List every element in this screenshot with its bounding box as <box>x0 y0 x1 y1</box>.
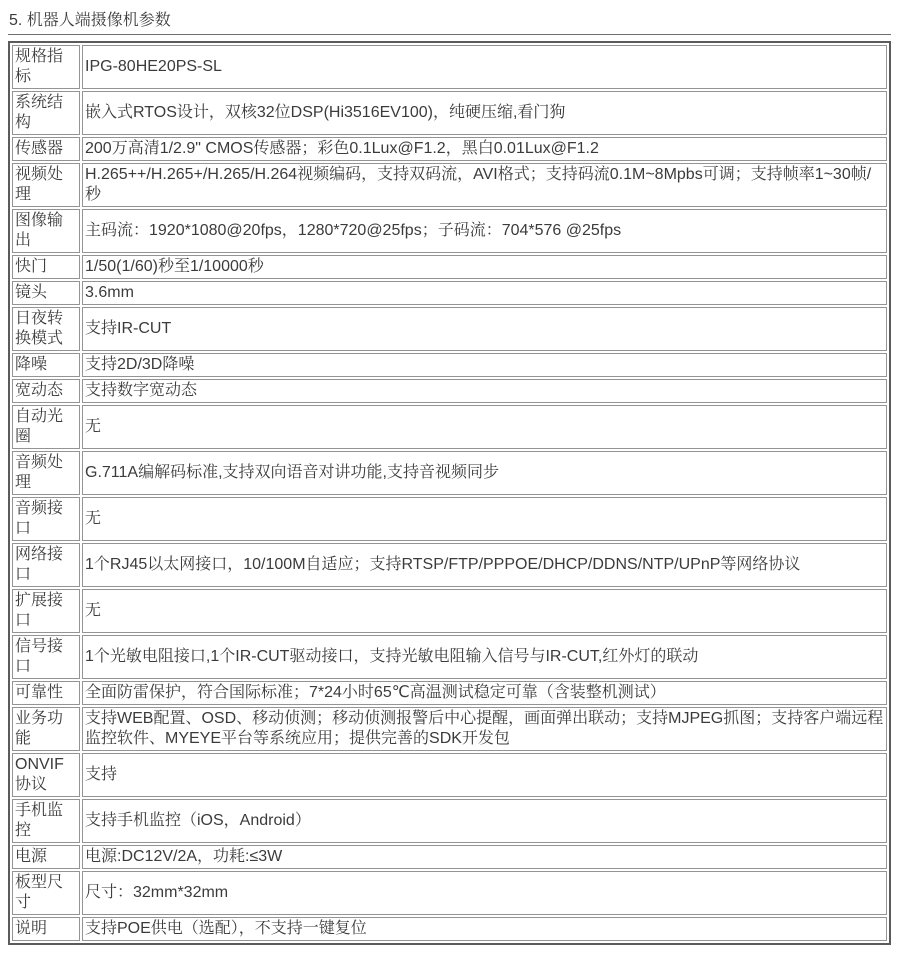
table-row <box>12 255 887 279</box>
table-row <box>12 281 887 305</box>
camera-spec-table <box>8 41 891 945</box>
spec-value-cell: 支持IR-CUT <box>82 307 887 351</box>
table-row <box>12 799 887 843</box>
spec-label-cell: 板型尺寸 <box>12 871 80 915</box>
spec-label-cell: 业务功能 <box>12 707 80 751</box>
spec-label-cell: 说明 <box>12 917 80 941</box>
spec-label-cell: 电源 <box>12 845 80 869</box>
spec-label-cell: 扩展接口 <box>12 589 80 633</box>
spec-value-cell: 支持POE供电（选配），不支持一键复位 <box>82 917 887 941</box>
spec-value-cell: 3.6mm <box>82 281 887 305</box>
spec-value-cell: 电源:DC12V/2A，功耗:≤3W <box>82 845 887 869</box>
spec-value-cell: 主码流：1920*1080@20fps，1280*720@25fps；子码流：704*576 @25fps <box>82 209 887 253</box>
spec-label-cell: 规格指标 <box>12 45 80 89</box>
spec-value-cell: 1个光敏电阻接口,1个IR-CUT驱动接口，支持光敏电阻输入信号与IR-CUT,红外灯的联动 <box>82 635 887 679</box>
spec-label-cell: 镜头 <box>12 281 80 305</box>
spec-label-cell: 音频处理 <box>12 451 80 495</box>
spec-value-cell: 无 <box>82 405 887 449</box>
spec-label-cell: 可靠性 <box>12 681 80 705</box>
table-row <box>12 163 887 207</box>
spec-label-cell: 日夜转换模式 <box>12 307 80 351</box>
spec-value-cell: 支持WEB配置、OSD、移动侦测；移动侦测报警后中心提醒，画面弹出联动；支持MJPEG抓图；支持客户端远程监控软件、MYEYE平台等系统应用；提供完善的SDK开发包 <box>82 707 887 751</box>
table-row <box>12 589 887 633</box>
spec-label-cell: 快门 <box>12 255 80 279</box>
table-row <box>12 753 887 797</box>
spec-value-cell: 支持 <box>82 753 887 797</box>
spec-value-cell: 尺寸：32mm*32mm <box>82 871 887 915</box>
spec-value-cell: 支持2D/3D降噪 <box>82 353 887 377</box>
table-row <box>12 871 887 915</box>
spec-label-cell: 信号接口 <box>12 635 80 679</box>
spec-label-cell: 音频接口 <box>12 497 80 541</box>
table-row <box>12 845 887 869</box>
table-row <box>12 353 887 377</box>
spec-label-cell: 宽动态 <box>12 379 80 403</box>
spec-label-cell: 视频处理 <box>12 163 80 207</box>
spec-value-cell: 支持手机监控（iOS，Android） <box>82 799 887 843</box>
table-row <box>12 635 887 679</box>
spec-label-cell: 自动光圈 <box>12 405 80 449</box>
table-row <box>12 379 887 403</box>
spec-label-cell: 网络接口 <box>12 543 80 587</box>
table-row <box>12 543 887 587</box>
spec-value-cell: 无 <box>82 589 887 633</box>
spec-value-cell: H.265++/H.265+/H.265/H.264视频编码，支持双码流，AVI格式；支持码流0.1M~8Mpbs可调；支持帧率1~30帧/秒 <box>82 163 887 207</box>
spec-value-cell: 无 <box>82 497 887 541</box>
table-row <box>12 307 887 351</box>
spec-value-cell: 200万高清1/2.9" CMOS传感器；彩色0.1Lux@F1.2，黑白0.01Lux@F1.2 <box>82 137 887 161</box>
spec-value-cell: 1/50(1/60)秒至1/10000秒 <box>82 255 887 279</box>
page-title: 5. 机器人端摄像机参数 <box>8 8 891 35</box>
spec-label-cell: 系统结构 <box>12 91 80 135</box>
table-row <box>12 209 887 253</box>
spec-label-cell: 手机监控 <box>12 799 80 843</box>
spec-label-cell: 传感器 <box>12 137 80 161</box>
table-row <box>12 45 887 89</box>
spec-value-cell: 嵌入式RTOS设计，双核32位DSP(Hi3516EV100)，纯硬压缩,看门狗 <box>82 91 887 135</box>
table-row <box>12 91 887 135</box>
table-row <box>12 707 887 751</box>
table-row <box>12 405 887 449</box>
spec-label-cell: ONVIF协议 <box>12 753 80 797</box>
spec-label-cell: 降噪 <box>12 353 80 377</box>
table-row <box>12 137 887 161</box>
spec-value-cell: 支持数字宽动态 <box>82 379 887 403</box>
spec-value-cell: IPG-80HE20PS-SL <box>82 45 887 89</box>
table-row <box>12 451 887 495</box>
spec-label-cell: 图像输出 <box>12 209 80 253</box>
spec-value-cell: 1个RJ45以太网接口，10/100M自适应；支持RTSP/FTP/PPPOE/DHCP/DDNS/NTP/UPnP等网络协议 <box>82 543 887 587</box>
table-row <box>12 497 887 541</box>
spec-value-cell: G.711A编解码标准,支持双向语音对讲功能,支持音视频同步 <box>82 451 887 495</box>
spec-value-cell: 全面防雷保护，符合国际标准；7*24小时65℃高温测试稳定可靠（含装整机测试） <box>82 681 887 705</box>
table-row <box>12 681 887 705</box>
spec-table-body <box>12 45 887 941</box>
table-row <box>12 917 887 941</box>
